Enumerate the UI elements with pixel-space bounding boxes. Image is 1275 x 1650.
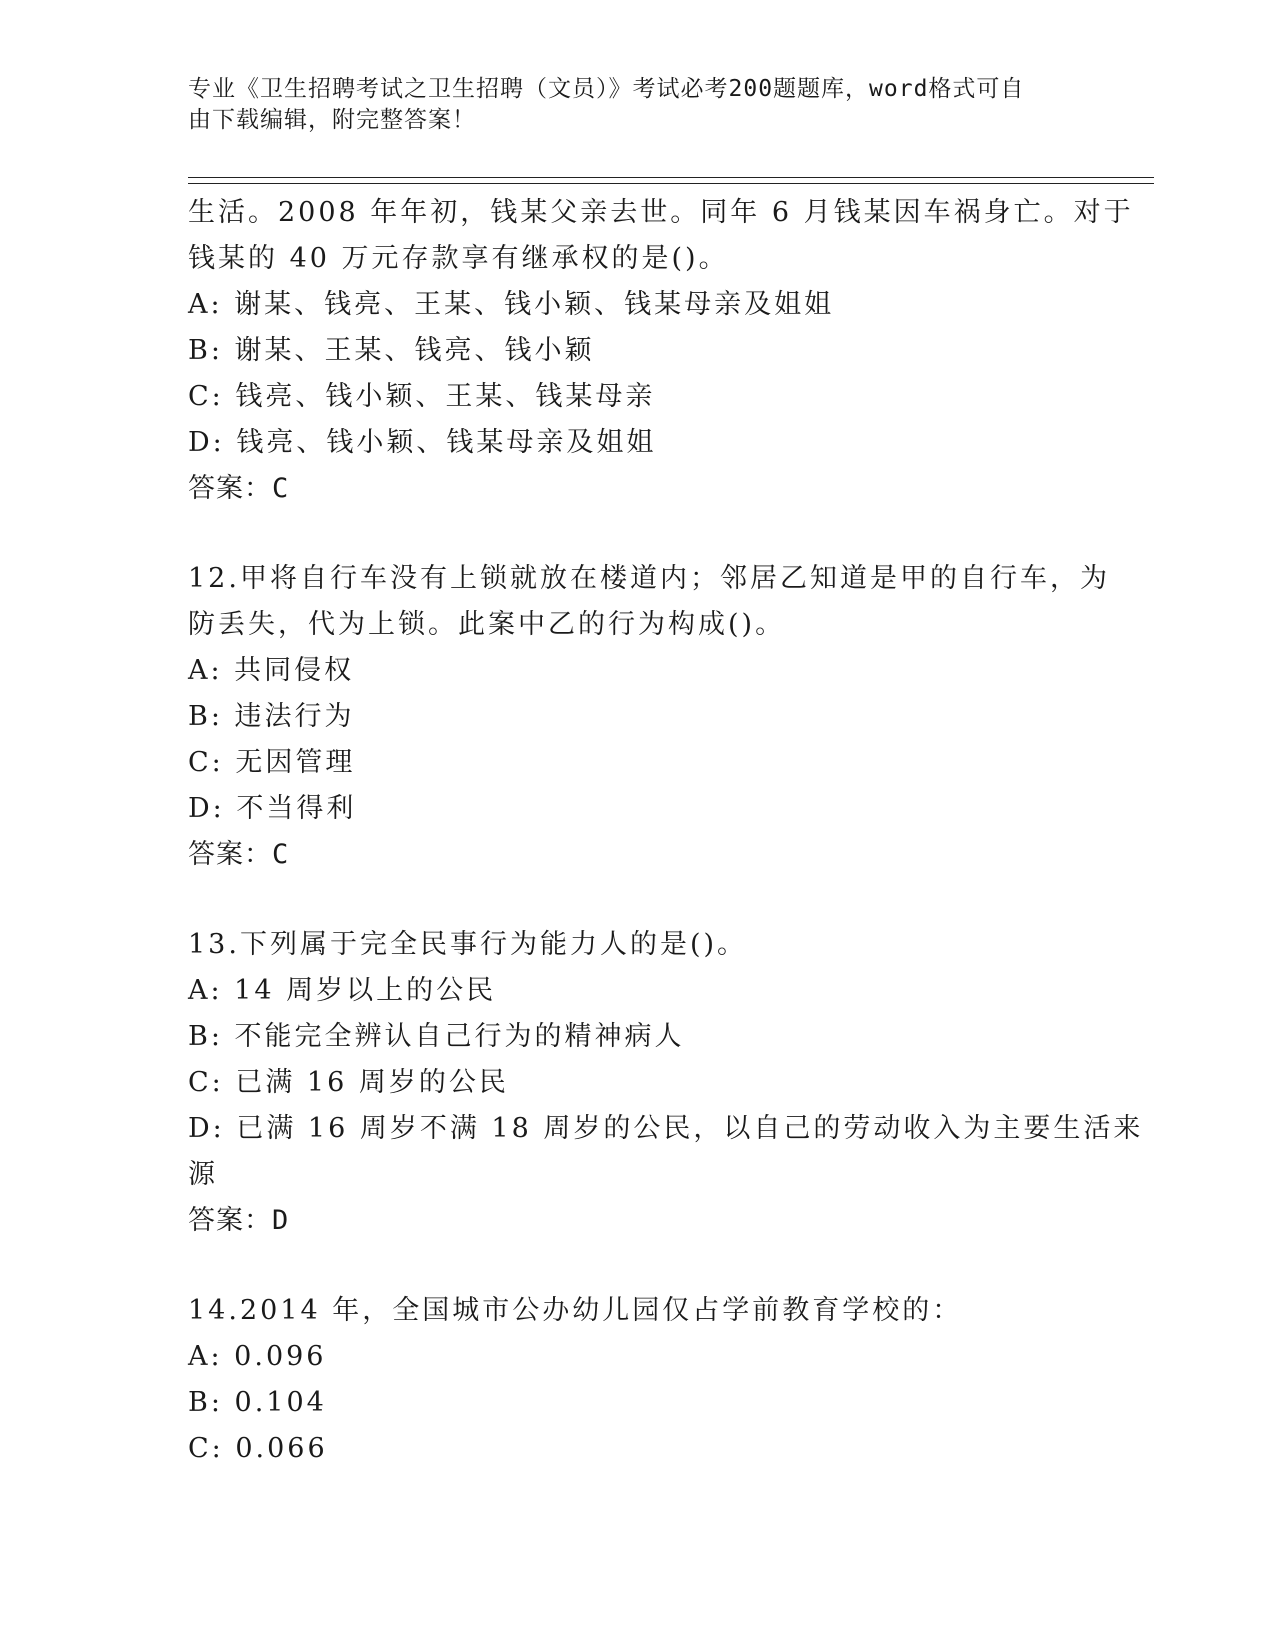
question-12 [188, 556, 1110, 878]
spacer [188, 878, 1088, 922]
spacer [188, 512, 1088, 556]
option-a: A: 0.096 [188, 1341, 327, 1372]
question-14 [188, 1288, 1088, 1472]
question-stem-line: 钱某的 40 万元存款享有继承权的是()。 [188, 243, 729, 274]
option-c: C: 无因管理 [188, 747, 356, 778]
option-b: B: 不能完全辨认自己行为的精神病人 [188, 1021, 685, 1052]
question-stem-line: 12.甲将自行车没有上锁就放在楼道内；邻居乙知道是甲的自行车，为 [188, 563, 1110, 594]
option-a: A: 14 周岁以上的公民 [188, 975, 497, 1006]
header-line-1: 专业《卫生招聘考试之卫生招聘（文员）》考试必考200题题库，word格式可自 [188, 76, 1025, 102]
option-b: B: 谢某、王某、钱亮、钱小颖 [188, 335, 595, 366]
option-d: D: 不当得利 [188, 793, 357, 824]
option-d-continued: 源 [188, 1159, 218, 1190]
answer-line: 答案：C [188, 839, 290, 870]
option-a: A: 谢某、钱亮、王某、钱小颖、钱某母亲及姐姐 [188, 289, 835, 320]
answer-line: 答案：D [188, 1205, 290, 1236]
question-stem-line: 14.2014 年，全国城市公办幼儿园仅占学前教育学校的： [188, 1295, 963, 1326]
option-b: B: 违法行为 [188, 701, 355, 732]
question-13 [188, 922, 1144, 1244]
question-stem-line: 防丢失，代为上锁。此案中乙的行为构成()。 [188, 609, 786, 640]
option-b: B: 0.104 [188, 1387, 327, 1418]
option-c: C: 已满 16 周岁的公民 [188, 1067, 509, 1098]
question-11-continued [188, 190, 1134, 512]
option-c: C: 0.066 [188, 1433, 328, 1464]
header-divider-top [188, 177, 1154, 178]
question-stem-line: 13.下列属于完全民事行为能力人的是()。 [188, 929, 748, 960]
header-line-2: 由下载编辑，附完整答案！ [188, 107, 476, 133]
document-body [188, 190, 1144, 1472]
option-d: D: 钱亮、钱小颖、钱某母亲及姐姐 [188, 427, 657, 458]
option-a: A: 共同侵权 [188, 655, 355, 686]
option-d: D: 已满 16 周岁不满 18 周岁的公民，以自己的劳动收入为主要生活来 [188, 1113, 1144, 1144]
question-stem-line: 生活。2008 年年初，钱某父亲去世。同年 6 月钱某因车祸身亡。对于 [188, 197, 1134, 228]
document-header [188, 74, 1068, 136]
spacer [188, 1244, 1088, 1288]
option-c: C: 钱亮、钱小颖、王某、钱某母亲 [188, 381, 656, 412]
header-divider-bottom [188, 183, 1154, 184]
answer-line: 答案：C [188, 473, 290, 504]
